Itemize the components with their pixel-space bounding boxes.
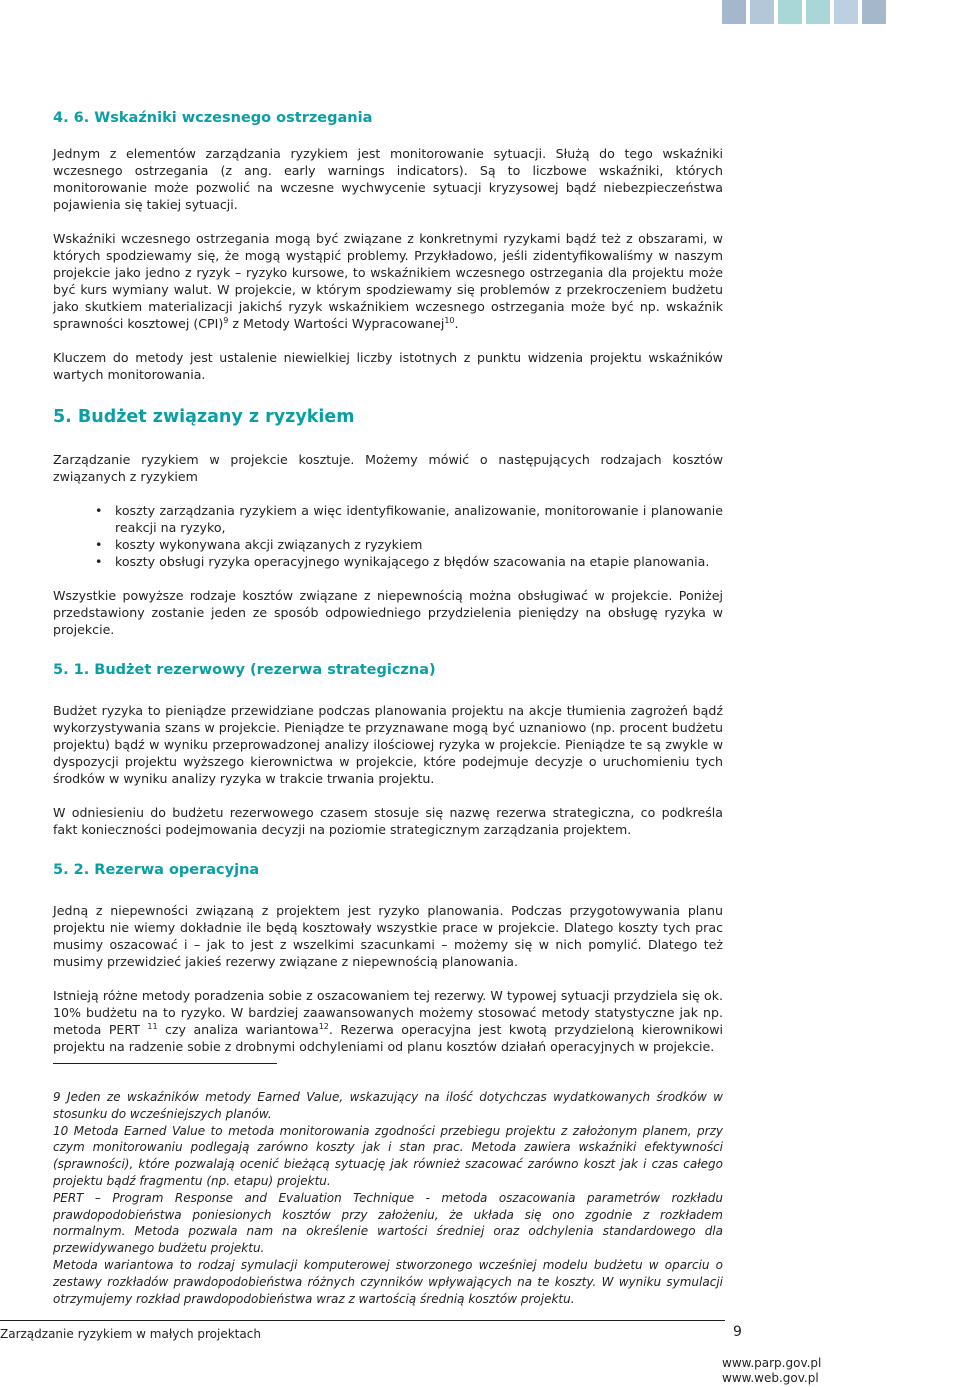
chapter-heading-5: 5. Budżet związany z ryzykiem — [53, 407, 355, 427]
footer-link-parp[interactable]: www.parp.gov.pl — [722, 1356, 822, 1370]
text-run: . Rezerwa operacyjna jest kwotą przydzieloną kierownikowi projektu na radzenie sobie z drobnymi odchyleniami od planu kosztów działań operacyjnych w projekcie. — [53, 1022, 723, 1054]
footer-urls — [722, 1356, 821, 1386]
text-run: Istnieją różne metody poradzenia sobie z oszacowaniem tej rezerwy. W typowej sytuacji przydziela się ok. 10% budżetu na to ryzyko. W bardziej zaawansowanych możemy stosować metody statystyczne jak np. metoda PERT — [53, 988, 723, 1037]
footnote: Metoda wariantowa to rodzaj symulacji komputerowej stworzonego wcześniej modelu budżetu w oparciu o zestawy rozkładów prawdopodobieństwa różnych czynników wpływających na te koszty. W wyniku symulacji otrzymujemy rozkład prawdopodobieństwa wraz z wartością średnią kosztów projektu. — [53, 1257, 723, 1306]
decor-square — [834, 0, 858, 24]
footnote: 10 Metoda Earned Value to metoda monitorowania zgodności przebiegu projektu z założonym planem, przy czym monitorowaniu podlegają zarówno koszty jak i stan prac. Metoda zawiera wskaźniki efektywności (sprawności), które pozwalają ocenić bieżącą sytuację jak również szacować zarówno koszt jak i czas całego projektu bądź fragmentu (np. etapu) projektu. — [53, 1123, 723, 1188]
paragraph: Wszystkie powyższe rodzaje kosztów związane z niepewnością można obsługiwać w projekcie. Poniżej przedstawiony zostanie jeden ze sposób odpowiedniego przydzielenia pieniędzy na obsługę ryzyka w projekcie. — [53, 588, 723, 637]
text-run: czy analiza wariantowa — [157, 1022, 319, 1037]
paragraph: W odniesieniu do budżetu rezerwowego czasem stosuje się nazwę rezerwa strategiczna, co podkreśla fakt konieczności podejmowania decyzji na poziomie strategicznym zarządzania projektem. — [53, 805, 723, 837]
paragraph — [53, 230, 723, 332]
decor-square — [806, 0, 830, 24]
footer-link-web[interactable]: www.web.gov.pl — [722, 1371, 819, 1385]
section-heading-5-2: 5. 2. Rezerwa operacyjna — [53, 862, 260, 878]
header-decoration — [722, 0, 886, 24]
bullet-list — [53, 502, 723, 570]
list-item: • koszty zarządzania ryzykiem a więc identyfikowanie, analizowanie, monitorowanie i planowanie reakcji na ryzyko, — [95, 502, 723, 536]
footnote: PERT – Program Response and Evaluation Technique - metoda oszacowania parametrów rozkładu prawdopodobieństwa poniesionych kosztów przy założeniu, że układa się ono zgodnie z rozkładem normalnym. Metoda pozwala nam na określenie wartości średniej oraz odchylenia standardowego dla przewidywanego budżetu projektu. — [53, 1190, 723, 1256]
decor-square — [862, 0, 886, 24]
footnote: 9 Jeden ze wskaźników metody Earned Value, wskazujący na ilość dotychczas wydatkowanych środków w stosunku do wcześniejszych planów. — [53, 1090, 723, 1121]
page-number: 9 — [733, 1324, 742, 1340]
footer-title: Zarządzanie ryzykiem w małych projektach — [0, 1327, 261, 1341]
text-run: . — [454, 316, 459, 331]
list-item: • koszty obsługi ryzyka operacyjnego wynikającego z błędów szacowania na etapie planowania. — [95, 553, 723, 570]
footnote-ref: 9 — [223, 315, 229, 325]
paragraph: Jedną z niepewności związaną z projektem jest ryzyko planowania. Podczas przygotowywania planu projektu nie wiemy dokładnie ile będą kosztowały wszystkie prace w projekcie. Dlatego koszty tych prac musimy oszacować i – jak to jest z wszelkimi szacunkami – możemy się w nich pomylić. Dlatego też musimy przewidzieć jakieś rezerwy związane z niepewnością planowania. — [53, 903, 723, 969]
text-run: Wskaźniki wczesnego ostrzegania mogą być związane z konkretnymi ryzykami bądź też z obszarami, w których spodziewamy się, że mogą wystąpić problemy. Przykładowo, jeśli zidentyfikowaliśmy w naszym projekcie jako jedno z ryzyk – ryzyko kursowe, to wskaźnikiem wczesnego ostrzegania dla projektu może być kurs wymiany walut. W projekcie, w którym spodziewamy się problemów z przekroczeniem budżetu jako skutkiem materializacji jakichś ryzyk wskaźnikiem wczesnego ostrzegania może być np. wskaźnik sprawności kosztowej (CPI) — [53, 231, 723, 331]
section-heading-4-6: 4. 6. Wskaźniki wczesnego ostrzegania — [53, 110, 373, 126]
paragraph: Zarządzanie ryzykiem w projekcie kosztuje. Możemy mówić o następujących rodzajach kosztów związanych z ryzykiem — [53, 452, 723, 484]
paragraph: Jednym z elementów zarządzania ryzykiem jest monitorowanie sytuacji. Służą do tego wskaźniki wczesnego ostrzegania (z ang. early warnings indicators). Są to liczbowe wskaźniki, których monitorowanie może pozwolić na wczesne wychwycenie sytuacji kryzysowej bądź niebezpieczeństwa pojawienia się takiej sytuacji. — [53, 146, 723, 212]
footer-rule — [0, 1320, 725, 1321]
text-run: z Metody Wartości Wypracowanej — [228, 316, 445, 331]
decor-square — [722, 0, 746, 24]
paragraph: Budżet ryzyka to pieniądze przewidziane podczas planowania projektu na akcje tłumienia zagrożeń bądź wykorzystywania szans w projekcie. Pieniądze te przyznawane mogą być uznaniowo (np. procent budżetu projektu) bądź w wyniku przeprowadzonej analizy ilościowej ryzyka w projekcie. Pieniądze te są zwykle w dyspozycji projektu wyższego kierownictwa w projekcie, które podejmuje decyzje o uruchomieniu tych środków w wyniku analizy ryzyka w trakcie trwania projektu. — [53, 703, 723, 786]
list-item: • koszty wykonywana akcji związanych z ryzykiem — [95, 536, 723, 553]
footnote-ref: 10 — [444, 315, 455, 325]
paragraph: Kluczem do metody jest ustalenie niewielkiej liczby istotnych z punktu widzenia projektu wskaźników wartych monitorowania. — [53, 350, 723, 382]
footnote-separator — [53, 1063, 277, 1064]
paragraph — [53, 987, 723, 1055]
footnotes — [53, 1089, 723, 1307]
section-heading-5-1: 5. 1. Budżet rezerwowy (rezerwa strategiczna) — [53, 662, 436, 678]
footnote-ref: 12 — [318, 1021, 329, 1031]
decor-square — [778, 0, 802, 24]
decor-square — [750, 0, 774, 24]
footnote-ref: 11 — [147, 1021, 158, 1031]
page-content — [53, 108, 723, 1055]
